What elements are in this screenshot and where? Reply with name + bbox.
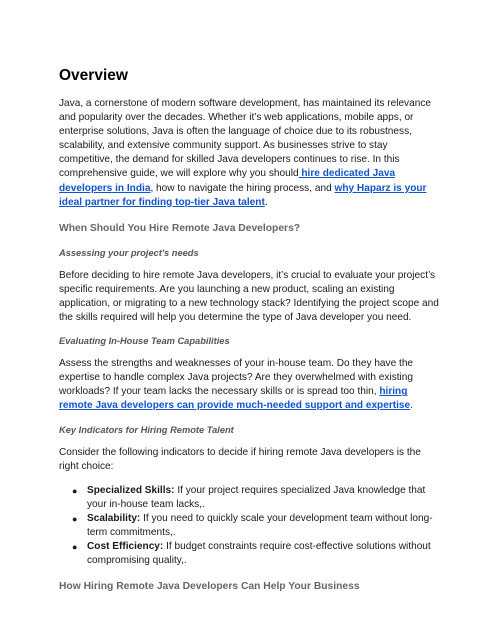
intro-text-2: , how to navigate the hiring process, and	[150, 182, 335, 194]
when-to-hire-heading: When Should You Hire Remote Java Developers?	[59, 222, 301, 234]
assessing-needs-body: Before deciding to hire remote Java developers, it’s crucial to evaluate your project’s specific requirements. Are you launching a new product, scaling an existing application, or migrating to a new technology stack? Identifying the project scope and the skills required will help you determine the type of Java developer you need.	[59, 269, 439, 324]
list-item-text: If budget constraints require cost-effective solutions without compromising quality,.	[87, 541, 431, 567]
intro-text-1: Java, a cornerstone of modern software development, has maintained its relevance and popularity over the decades. Whether it’s web applications, mobile apps, or enterprise solutions, Java is often the language of choice due to its robustness, scalability, and extensive community support. As businesses strive to stay competitive, the demand for skilled Java developers continues to rise. In this comprehensive guide, we will explore why you should	[59, 98, 431, 180]
evaluating-team-heading: Evaluating In-House Team Capabilities	[59, 336, 230, 347]
how-hiring-helps-heading: How Hiring Remote Java Developers Can Help Your Business	[59, 581, 360, 593]
list-item	[59, 484, 441, 512]
hire-java-developers-india-link[interactable]: hire dedicated Java developers in India	[59, 168, 396, 194]
overview-intro	[59, 97, 441, 210]
hiring-remote-java-link[interactable]: hiring remote Java developers can provide much-needed support and expertise	[59, 386, 411, 412]
overview-title: Overview	[59, 67, 128, 84]
bullet-icon: ●	[72, 485, 78, 496]
list-item-text: If you need to quickly scale your development team without long-term commitments,.	[87, 512, 433, 538]
indicators-list	[59, 484, 441, 569]
list-item	[59, 512, 441, 540]
key-indicators-heading: Key Indicators for Hiring Remote Talent	[59, 424, 234, 435]
document-page	[59, 66, 441, 605]
list-item-text: If your project requires specialized Java knowledge that your in-house team lacks,.	[87, 484, 426, 510]
list-item	[59, 540, 441, 568]
evaluating-text-1: Assess the strengths and weaknesses of your in-house team. Do they have the expertise to handle complex Java projects? Are they overwhelmed with existing workloads? If your team lacks the necessary skills or is spread too thin,	[59, 358, 414, 398]
list-item-label: Specialized Skills:	[87, 484, 175, 496]
haparz-partner-link[interactable]: why Haparz is your ideal partner for finding top-tier Java talent	[59, 182, 427, 208]
list-item-label: Scalability:	[87, 512, 141, 524]
bullet-icon: ●	[72, 513, 78, 524]
key-indicators-intro: Consider the following indicators to decide if hiring remote Java developers is the right choice:	[59, 446, 421, 472]
evaluating-text-2: .	[410, 400, 413, 412]
evaluating-team-body	[59, 357, 441, 413]
intro-text-3: .	[264, 196, 268, 208]
bullet-icon: ●	[72, 542, 78, 553]
assessing-needs-heading: Assessing your project's needs	[59, 247, 199, 258]
list-item-label: Cost Efficiency:	[87, 541, 164, 553]
